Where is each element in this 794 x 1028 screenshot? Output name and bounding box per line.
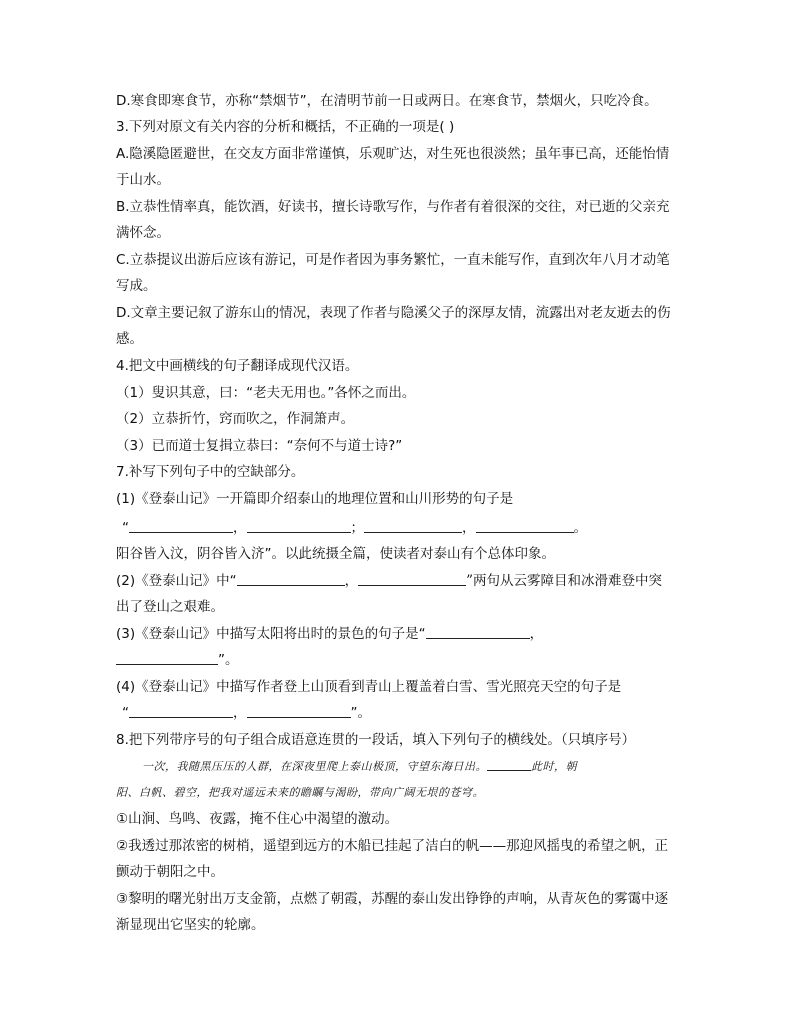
option-c-line1: C.立恭提议出游后应该有游记，可是作者因为事务繁忙，一直未能写作，直到次年八月才动笔 xyxy=(116,252,670,268)
sentence-1: ①山涧、鸟鸣、夜露，掩不住心中渴望的激动。 xyxy=(116,811,399,827)
question-7-item-2-tail: 出了登山之艰难。 xyxy=(116,599,224,615)
passage-line-1: 一次，我随黑压压的人群，在深夜里爬上泰山极顶，守望东海日出。 此时，朝 xyxy=(142,760,577,773)
question-7-item-2: (2)《登泰山记》中“ ， ”两句从云雾障目和冰滑难登中突 xyxy=(116,573,663,589)
option-c-line2: 写成。 xyxy=(116,278,157,294)
question-7-item-1: (1)《登泰山记》一开篇即介绍泰山的地理位置和山川形势的句子是 xyxy=(116,491,514,507)
answer-blank[interactable] xyxy=(364,519,462,533)
answer-blank[interactable] xyxy=(358,572,466,586)
answer-blank[interactable] xyxy=(476,519,574,533)
question-4-item-3: （3）已而道士复揖立恭曰：“奈何不与道士诗?” xyxy=(116,438,403,454)
answer-blank[interactable] xyxy=(237,572,345,586)
option-d-line1: D.文章主要记叙了游东山的情况，表现了作者与隐溪父子的深厚友情，流露出对老友逝去的伤 xyxy=(116,305,671,321)
option-d-q2: D.寒食即寒食节，亦称“禁烟节”，在清明节前一日或两日。在寒食节，禁烟火，只吃冷食。 xyxy=(116,93,658,109)
question-7: 7.补写下列句子中的空缺部分。 xyxy=(116,464,305,480)
question-4-item-1: （1）叟识其意，曰：“老夫无用也。”各怀之而出。 xyxy=(116,385,416,401)
question-4-item-2: （2）立恭折竹，窍而吹之，作洞箫声。 xyxy=(116,411,355,427)
question-8: 8.把下列带序号的句子组合成语意连贯的一段话，填入下列句子的横线处。（只填序号） xyxy=(116,732,636,748)
answer-blank[interactable] xyxy=(116,651,218,665)
question-7-item-3-blank: ”。 xyxy=(116,651,239,669)
answer-blank[interactable] xyxy=(426,625,530,639)
question-7-item-1-tail: 阳谷皆入汶，阴谷皆入济”。以此统摄全篇，使读者对泰山有个总体印象。 xyxy=(116,546,555,562)
answer-blank[interactable] xyxy=(247,519,351,533)
option-a-line2: 于山水。 xyxy=(116,172,170,188)
sentence-3-line2: 渐显现出它坚实的轮廓。 xyxy=(116,917,265,933)
question-3: 3.下列对原文有关内容的分析和概括，不正确的一项是( ) xyxy=(116,119,455,135)
sentence-2-line2: 颤动于朝阳之中。 xyxy=(116,864,224,880)
option-b-line1: B.立恭性情率真，能饮酒，好读书，擅长诗歌写作，与作者有着很深的交往，对已逝的父亲充 xyxy=(116,199,670,215)
answer-blank[interactable] xyxy=(129,704,233,718)
answer-blank[interactable] xyxy=(487,759,531,771)
sentence-2-line1: ②我透过那浓密的树梢，遥望到远方的木船已挂起了洁白的帆——那迎风摇曳的希望之帆，正 xyxy=(116,838,669,854)
answer-blank[interactable] xyxy=(129,519,233,533)
question-7-item-1-blanks: “ ， ； ， 。 xyxy=(122,520,587,536)
option-d-line2: 感。 xyxy=(116,331,143,347)
option-b-line2: 满怀念。 xyxy=(116,225,170,241)
question-4: 4.把文中画横线的句子翻译成现代汉语。 xyxy=(116,358,359,374)
option-a-line1: A.隐溪隐匿避世，在交友方面非常谨慎，乐观旷达，对生死也很淡然；虽年事已高，还能怡情 xyxy=(116,146,670,162)
question-7-item-4: (4)《登泰山记》中描写作者登上山顶看到青山上覆盖着白雪、雪光照亮天空的句子是 xyxy=(116,679,622,695)
answer-blank[interactable] xyxy=(247,704,351,718)
passage-line-2: 阳、白帆、碧空，把我对遥远未来的瞻瞩与渴盼，带向广阔无垠的苍穹。 xyxy=(116,786,484,799)
question-7-item-3: (3)《登泰山记》中描写太阳将出时的景色的句子是“ ， xyxy=(116,626,544,642)
question-7-item-4-blanks: “ ， ”。 xyxy=(122,705,371,721)
sentence-3-line1: ③黎明的曙光射出万支金箭，点燃了朝霞，苏醒的泰山发出铮铮的声响，从青灰色的雾霭中逐 xyxy=(116,891,669,907)
